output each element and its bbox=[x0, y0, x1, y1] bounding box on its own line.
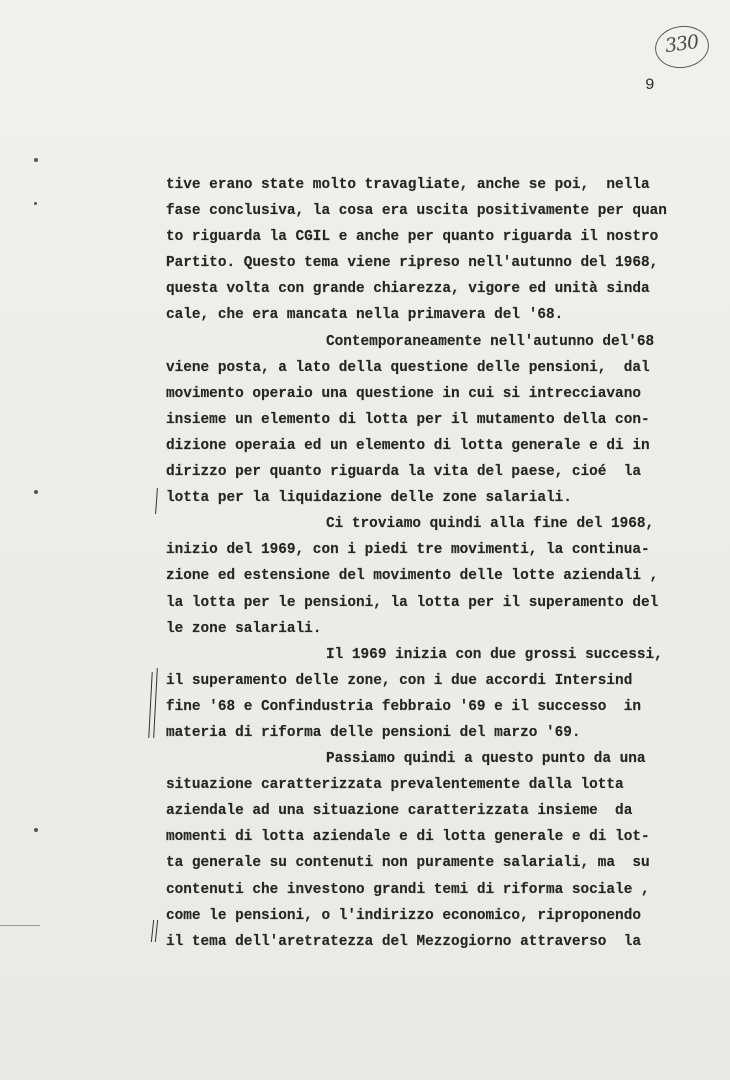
margin-double-bar-mark bbox=[155, 920, 158, 942]
text-line: come le pensioni, o l'indirizzo economico, riproponendo bbox=[166, 907, 641, 924]
text-line: il tema dell'aretratezza del Mezzogiorno attraverso la bbox=[166, 933, 641, 950]
text-line: fase conclusiva, la cosa era uscita positivamente per quan bbox=[166, 203, 667, 220]
text-line: movimento operaio una questione in cui si intrecciavano bbox=[166, 385, 641, 402]
text-line: to riguarda la CGIL e anche per quanto riguarda il nostro bbox=[166, 229, 659, 246]
text-line: aziendale ad una situazione caratterizzata insieme da bbox=[166, 803, 633, 820]
margin-dot bbox=[34, 490, 38, 494]
text-line: Partito. Questo tema viene ripreso nell'autunno del 1968, bbox=[166, 255, 659, 272]
text-line: situazione caratterizzata prevalentemente dalla lotta bbox=[166, 777, 624, 794]
text-line: dirizzo per quanto riguarda la vita del paese, cioé la bbox=[166, 464, 641, 481]
text-line: contenuti che investono grandi temi di riforma sociale , bbox=[166, 881, 650, 898]
text-line: Passiamo quindi a questo punto da una bbox=[326, 751, 646, 768]
margin-double-bar-mark bbox=[148, 672, 152, 738]
margin-dot bbox=[34, 202, 37, 205]
text-line: tive erano state molto travagliate, anche se poi, nella bbox=[166, 177, 650, 193]
text-line: dizione operaia ed un elemento di lotta generale e di in bbox=[166, 437, 650, 454]
margin-double-bar-mark bbox=[153, 668, 158, 738]
text-line: ta generale su contenuti non puramente salariali, ma su bbox=[166, 855, 650, 872]
text-line: materia di riforma delle pensioni del marzo '69. bbox=[166, 724, 581, 741]
margin-bracket-mark bbox=[155, 488, 158, 514]
text-line: zione ed estensione del movimento delle lotte aziendali , bbox=[166, 568, 659, 585]
margin-dot bbox=[34, 158, 38, 162]
margin-double-bar-mark bbox=[151, 920, 154, 942]
text-line: Ci troviamo quindi alla fine del 1968, bbox=[326, 516, 655, 533]
text-line: cale, che era mancata nella primavera del '68. bbox=[166, 307, 564, 324]
text-line: viene posta, a lato della questione delle pensioni, dal bbox=[166, 359, 650, 376]
text-line: le zone salariali. bbox=[166, 620, 322, 637]
text-line: fine '68 e Confindustria febbraio '69 e il successo in bbox=[166, 698, 641, 715]
page-number: 9 bbox=[645, 76, 655, 94]
text-line: Il 1969 inizia con due grossi successi, bbox=[326, 646, 663, 663]
text-line: lotta per la liquidazione delle zone salariali. bbox=[166, 490, 572, 507]
archive-stamp bbox=[652, 22, 711, 71]
text-line: inizio del 1969, con i piedi tre movimenti, la continua- bbox=[166, 542, 650, 559]
text-line: questa volta con grande chiarezza, vigore ed unità sinda bbox=[166, 281, 650, 298]
text-line: la lotta per le pensioni, la lotta per il superamento del bbox=[166, 594, 659, 611]
text-line: il superamento delle zone, con i due accordi Intersind bbox=[166, 672, 633, 689]
margin-rule bbox=[0, 925, 40, 926]
stamp-number: 330 bbox=[663, 30, 700, 58]
margin-dot bbox=[34, 828, 38, 832]
text-line: insieme un elemento di lotta per il mutamento della con- bbox=[166, 411, 650, 428]
text-line: Contemporaneamente nell'autunno del'68 bbox=[326, 333, 655, 350]
text-line: momenti di lotta aziendale e di lotta generale e di lot- bbox=[166, 829, 650, 846]
typewritten-text bbox=[166, 172, 666, 955]
